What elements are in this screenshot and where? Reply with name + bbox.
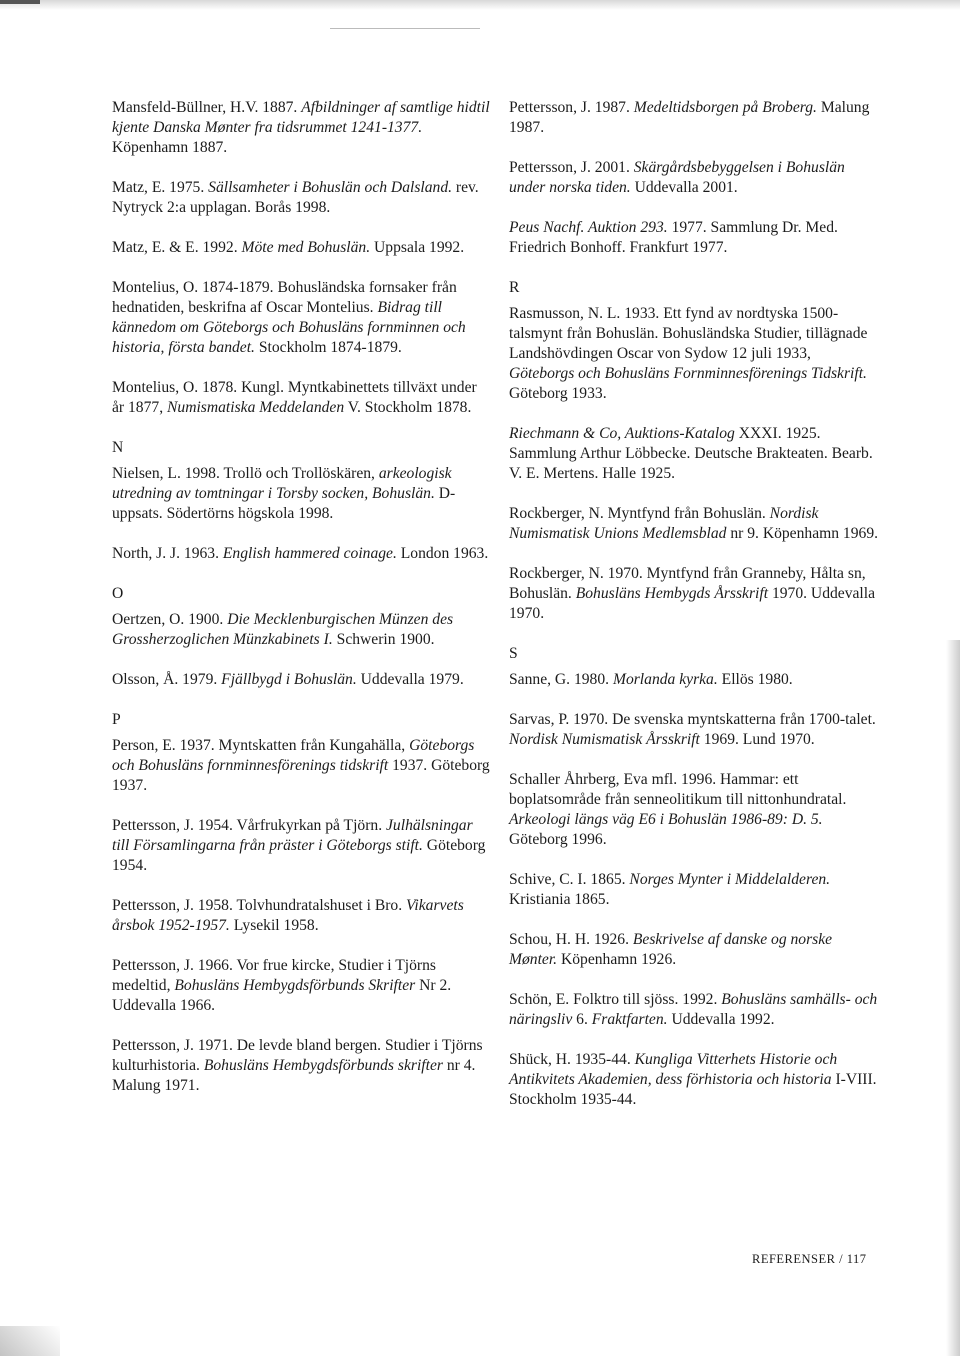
reference-text: Uddevalla 2001. [630, 179, 738, 196]
references-right-column [509, 98, 879, 1130]
reference-entry [112, 896, 492, 936]
reference-entry [112, 464, 492, 524]
reference-entry [509, 670, 879, 690]
section-letter: S [509, 645, 518, 662]
reference-title: Vikarvets årsbok 1952-1957. [112, 897, 464, 934]
reference-text: Nielsen, L. 1998. Trollö och Trollöskären, [112, 465, 379, 482]
reference-title: Arkeologi längs väg E6 i Bohuslän 1986-89: D. 5. [509, 811, 823, 828]
reference-entry [509, 424, 879, 484]
reference-entry [509, 930, 879, 970]
reference-entry [112, 956, 492, 1016]
reference-title: Nordisk Numismatisk Unions Medlemsblad [509, 505, 819, 542]
reference-text: Nr 2. Uddevalla 1966. [112, 977, 452, 1014]
reference-text: 1977. Sammlung Dr. Med. Friedrich Bonhoff. Frankfurt 1977. [509, 219, 838, 256]
reference-text: Sanne, G. 1980. [509, 671, 613, 688]
reference-title: Nordisk Numismatisk Årsskrift [509, 731, 700, 748]
reference-title: English hammered coinage. [222, 545, 397, 562]
reference-text: nr 9. Köpenhamn 1969. [726, 525, 879, 542]
reference-title: Norges Mynter i Middelalderen. [629, 871, 831, 888]
reference-entry [112, 670, 492, 690]
reference-title: arkeologisk utredning av tomtningar i Torsby socken, Bohuslän. [112, 465, 452, 502]
reference-text: Pettersson, J. 1954. Vårfrukyrkan på Tjörn. [112, 817, 387, 834]
scan-top-edge [0, 0, 960, 10]
reference-text: rev. Nytryck 2:a upplagan. Borås 1998. [112, 179, 479, 216]
reference-text: 1970. Uddevalla 1970. [509, 585, 876, 622]
reference-entry [509, 1050, 879, 1110]
reference-entry [509, 770, 879, 850]
reference-title: Möte med Bohuslän. [241, 239, 371, 256]
reference-title: Bohusläns samhälls- och näringsliv [509, 991, 878, 1028]
reference-entry [509, 158, 879, 198]
reference-title: Kungliga Vitterhets Historie och Antikvitets Akademien, dess förhistoria och historia [509, 1051, 838, 1088]
reference-text: Ellös 1980. [717, 671, 793, 688]
reference-text: Pettersson, J. 2001. [509, 159, 634, 176]
reference-text: Rockberger, N. 1970. Myntfynd från Granneby, Hålta sn, Bohuslän. [509, 565, 866, 602]
scan-corner-mark [0, 0, 40, 4]
reference-text: Uddevalla 1979. [356, 671, 464, 688]
reference-entry [112, 736, 492, 796]
reference-text: North, J. J. 1963. [112, 545, 223, 562]
section-letter: N [112, 439, 124, 456]
reference-entry [509, 218, 879, 258]
page-footer: REFERENSER / 117 [752, 1252, 867, 1266]
reference-text: Stockholm 1874-1879. [254, 339, 402, 356]
reference-text: Pettersson, J. 1987. [509, 99, 634, 116]
reference-entry [112, 544, 492, 564]
reference-text: D-uppsats. Södertörns högskola 1998. [112, 485, 456, 522]
reference-text: Schive, C. I. 1865. [509, 871, 630, 888]
reference-text: Montelius, O. 1878. Kungl. Myntkabinettets tillväxt under år 1877, [112, 379, 477, 416]
reference-text: Oertzen, O. 1900. [112, 611, 228, 628]
reference-title: Sällsamheter i Bohuslän och Dalsland. [208, 179, 453, 196]
reference-title: Skärgårdsbebyggelsen i Bohuslän under norska tiden. [509, 159, 845, 196]
reference-text: 6. [572, 1011, 592, 1028]
reference-title: Bidrag till kännedom om Göteborgs och Bohusläns fornminnen och historia, första bandet. [112, 299, 466, 356]
reference-title: Fraktfarten. [591, 1011, 668, 1028]
reference-text: XXXI. 1925. Sammlung Arthur Löbbecke. Deutsche Brakteaten. Bearb. V. E. Mertens. Halle 1925. [509, 425, 873, 482]
reference-text: Sarvas, P. 1970. De svenska myntskatterna från 1700-talet. [509, 711, 876, 728]
reference-text: Pettersson, J. 1958. Tolvhundratalshuset i Bro. [112, 897, 407, 914]
reference-text: Uddevalla 1992. [667, 1011, 775, 1028]
reference-title: Bohusläns Hembygds Årsskrift [575, 585, 769, 602]
reference-entry [509, 990, 879, 1030]
reference-entry [112, 178, 492, 218]
reference-text: Kristiania 1865. [509, 891, 610, 908]
reference-text: Olsson, Å. 1979. [112, 671, 222, 688]
reference-text: Uppsala 1992. [370, 239, 465, 256]
reference-title: Die Mecklenburgischen Münzen des Grossherzoglichen Münzkabinets I. [112, 611, 454, 648]
reference-text: Göteborg 1933. [509, 385, 607, 402]
reference-entry [112, 98, 492, 158]
section-letter: R [509, 279, 520, 296]
reference-text: Köpenhamn 1887. [112, 139, 228, 156]
reference-title: Morlanda kyrka. [612, 671, 718, 688]
reference-text: Schaller Åhrberg, Eva mfl. 1996. Hammar: ett boplatsområde från senneolitikum till nittonhundratal. [509, 771, 847, 808]
reference-text: Montelius, O. 1874-1879. Bohusländska fornsaker från hednatiden, beskrifna af Oscar Montelius. [112, 279, 457, 316]
reference-text: Matz, E. & E. 1992. [112, 239, 242, 256]
scan-corner-shadow [0, 1326, 60, 1356]
reference-text: Köpenhamn 1926. [557, 951, 677, 968]
section-letter: O [112, 585, 124, 602]
reference-text: I-VIII. Stockholm 1935-44. [509, 1071, 877, 1108]
reference-text: Schön, E. Folktro till sjöss. 1992. [509, 991, 722, 1008]
reference-text: Shück, H. 1935-44. [509, 1051, 635, 1068]
section-letter: P [112, 711, 121, 728]
scan-edge-shadow [946, 640, 960, 1356]
reference-entry [509, 564, 879, 624]
reference-text: Person, E. 1937. Myntskatten från Kungahälla, [112, 737, 410, 754]
reference-text: London 1963. [396, 545, 489, 562]
reference-entry [509, 98, 879, 138]
reference-entry [509, 304, 879, 404]
reference-title: Göteborgs och Bohusläns Fornminnesförenings Tidskrift. [509, 365, 867, 382]
reference-text: Rockberger, N. Myntfynd från Bohuslän. [509, 505, 770, 522]
reference-entry [112, 816, 492, 876]
reference-text: Lysekil 1958. [229, 917, 319, 934]
reference-text: Matz, E. 1975. [112, 179, 209, 196]
reference-text: 1937. Göteborg 1937. [112, 757, 490, 794]
reference-entry [112, 378, 492, 418]
reference-title: Bohusläns Hembygdsförbunds skrifter [203, 1057, 443, 1074]
reference-entry [509, 870, 879, 910]
reference-entry [112, 610, 492, 650]
reference-text: V. Stockholm 1878. [344, 399, 472, 416]
reference-entry [509, 504, 879, 544]
reference-entry [509, 710, 879, 750]
reference-text: Mansfeld-Büllner, H.V. 1887. [112, 99, 302, 116]
reference-text: nr 4. Malung 1971. [112, 1057, 476, 1094]
reference-entry [112, 278, 492, 358]
reference-title: Beskrivelse af danske og norske Mønter. [509, 931, 833, 968]
reference-text: Schwerin 1900. [332, 631, 435, 648]
reference-text: Göteborg 1954. [112, 837, 486, 874]
reference-text: Pettersson, J. 1966. Vor frue kircke, Studier i Tjörns medeltid, [112, 957, 436, 994]
reference-text: Pettersson, J. 1971. De levde bland bergen. Studier i Tjörns kulturhistoria. [112, 1037, 483, 1074]
reference-title: Peus Nachf. Auktion 293. [509, 219, 668, 236]
scan-artifact-rule [330, 28, 480, 29]
reference-text: Rasmusson, N. L. 1933. Ett fynd av nordtyska 1500-talsmynt från Bohuslän. Bohusländska Studier, tillägnade Landshövdingen Oscar von Sydow 12 juli 1933, [509, 305, 868, 362]
reference-entry [112, 1036, 492, 1096]
reference-title: Göteborgs och Bohusläns fornminnesförenings tidskrift [112, 737, 475, 774]
references-left-column [112, 98, 492, 1116]
reference-text: Göteborg 1996. [509, 831, 607, 848]
reference-title: Numismatiska Meddelanden [167, 399, 345, 416]
reference-title: Fjällbygd i Bohuslän. [221, 671, 357, 688]
reference-text: Malung 1987. [509, 99, 870, 136]
reference-title: Bohusläns Hembygdsförbunds Skrifter [174, 977, 416, 994]
reference-text: 1969. Lund 1970. [699, 731, 815, 748]
reference-title: Medeltidsborgen på Broberg. [633, 99, 817, 116]
reference-title: Riechmann & Co, Auktions-Katalog [509, 425, 735, 442]
reference-entry [112, 238, 492, 258]
reference-title: Afbildninger af samtlige hidtil kjente Danska Mønter fra tidsrummet 1241-1377. [112, 99, 490, 136]
reference-text: Schou, H. H. 1926. [509, 931, 633, 948]
reference-title: Julhälsningar till Församlingarna från präster i Göteborgs stift. [112, 817, 473, 854]
